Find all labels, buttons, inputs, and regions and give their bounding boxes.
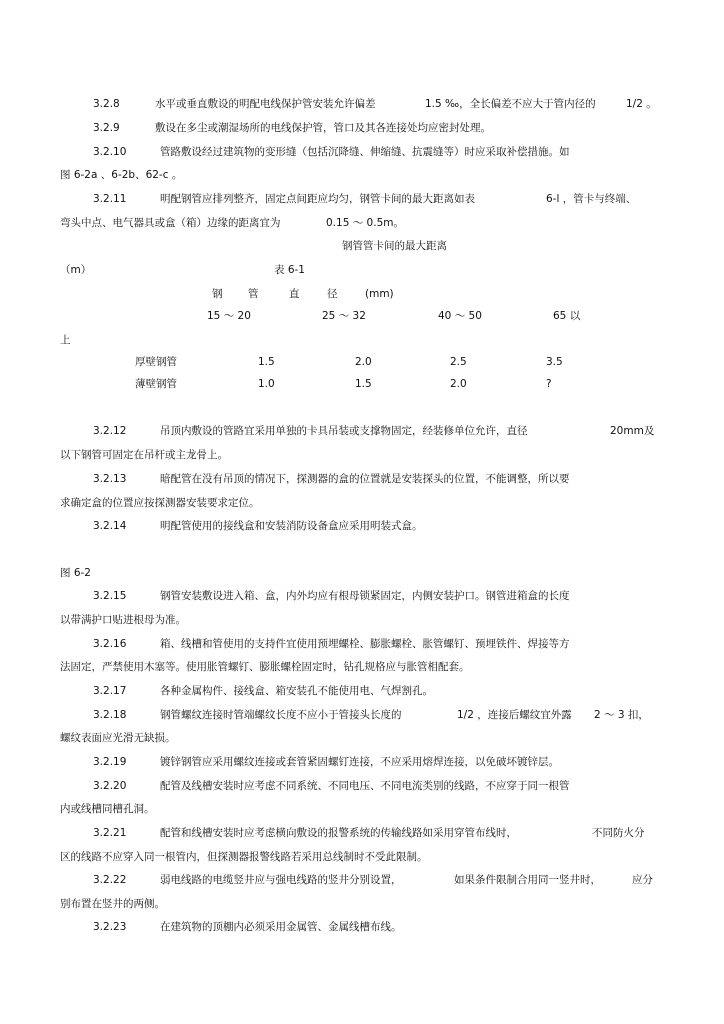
table-cell: 2.0: [450, 378, 467, 390]
clause-text: 钢管安装敷设进入箱、盒，内外均应有根母锁紧固定，内侧安装护口。钢管进箱盒的长度: [160, 590, 570, 602]
clause-text: 明配钢管应排列整齐，固定点间距应均匀，钢管卡间的最大距离如表: [160, 193, 475, 205]
clause-text: 以下钢管可固定在吊杆或主龙骨上。: [60, 449, 228, 461]
clause-text: 钢管螺纹连接时管端螺纹长度不应小于管接头长度的: [160, 709, 402, 721]
clause-number: 3.2.11: [93, 193, 127, 205]
clause-number: 3.2.13: [93, 473, 127, 485]
clause-text: 6-l ，管卡与终端、: [546, 193, 637, 205]
table-header-char: 管: [248, 288, 259, 300]
clause-number: 3.2.20: [93, 780, 127, 792]
clause-number: 3.2.16: [93, 638, 127, 650]
clause-text: 配管和线槽安装时应考虑横向敷设的报警系统的传输线路如采用穿管布线时，: [160, 827, 517, 839]
table-column-header: 40 ～ 50: [438, 310, 482, 322]
table-header-unit: (mm): [365, 288, 394, 300]
clause-text: 法固定，严禁使用木塞等。使用胀管螺钉、膨胀螺栓固定时，钻孔规格应与胀管相配套。: [60, 661, 470, 673]
table-label: 表 6-1: [274, 264, 305, 276]
clause-number: 3.2.23: [93, 921, 127, 933]
clause-text: 箱、线槽和管使用的支持件宜使用预埋螺栓、膨胀螺栓、胀管螺钉、预埋铁件、焊接等方: [160, 638, 570, 650]
clause-text: 1/2 ，连接后螺纹宜外露: [457, 709, 572, 721]
clause-text: 2 ～ 3 扣，: [594, 709, 649, 721]
clause-text: 20mm及: [610, 425, 655, 437]
clause-text: 吊顶内敷设的管路宜采用单独的卡具吊装或支撑物固定，经装修单位允许，直径: [160, 425, 528, 437]
clause-number: 3.2.22: [93, 874, 127, 886]
table-cell: 2.0: [355, 356, 372, 368]
table-column-header: 65 以: [553, 310, 581, 322]
clause-text: 求确定盒的位置应按探测器安装要求定位。: [60, 497, 260, 509]
clause-text: 管路敷设经过建筑物的变形缝（包括沉降缝、伸缩缝、抗震缝等）时应采取补偿措施。如: [160, 146, 570, 158]
table-header-char: 钢: [212, 288, 223, 300]
clause-text: 配管及线槽安装时应考虑不同系统、不同电压、不同电流类别的线路，不应穿于同一根管: [160, 780, 570, 792]
clause-text: 在建筑物的顶棚内必须采用金属管、金属线槽布线。: [160, 921, 402, 933]
table-column-header: 15 ～ 20: [207, 310, 251, 322]
clause-text: 以带满护口贴进根母为准。: [60, 614, 186, 626]
clause-text: 1.5 ‰，全长偏差不应大于管内径的: [425, 98, 596, 110]
clause-text: 螺纹表面应光滑无缺损。: [60, 732, 176, 744]
clause-text: 弱电线路的电缆竖井应与强电线路的竖井分别设置，: [160, 874, 402, 886]
clause-text: 弯头中点、电气器具或盒（箱）边缘的距离宜为: [60, 217, 281, 229]
clause-text: 别布置在竖井的两侧。: [60, 898, 165, 910]
clause-number: 3.2.19: [93, 756, 127, 768]
table-header-char: 径: [327, 288, 338, 300]
clause-text: 水平或垂直敷设的明配电线保护管安装允许偏差: [155, 98, 376, 110]
clause-text: 不同防火分: [592, 827, 645, 839]
table-cell: 1.5: [355, 378, 372, 390]
table-column-header: 25 ～ 32: [322, 310, 366, 322]
clause-text: 敷设在多尘或潮湿场所的电线保护管，管口及其各连接处均应密封处理。: [155, 122, 491, 134]
table-cell: 3.5: [546, 356, 563, 368]
clause-number: 3.2.12: [93, 425, 127, 437]
clause-text: 图 6-2a 、6-2b、62-c 。: [60, 169, 183, 181]
clause-number: 3.2.10: [93, 146, 127, 158]
clause-number: 3.2.14: [93, 520, 127, 532]
table-row-label: 薄壁钢管: [135, 378, 177, 390]
table-header-char: 直: [289, 288, 300, 300]
table-title: 钢管管卡间的最大距离: [342, 240, 447, 252]
clause-number: 3.2.17: [93, 685, 127, 697]
table-cell: 2.5: [450, 356, 467, 368]
clause-number: 3.2.15: [93, 590, 127, 602]
clause-text: 1/2 。: [626, 98, 657, 110]
clause-number: 3.2.21: [93, 827, 127, 839]
clause-text: 内或线槽同槽孔洞。: [60, 803, 155, 815]
clause-number: 3.2.9: [93, 122, 120, 134]
clause-number: 3.2.18: [93, 709, 127, 721]
table-cell: ?: [546, 378, 552, 390]
clause-text: 镀锌钢管应采用螺纹连接或套管紧固螺钉连接，不应采用熔焊连接，以免破坏镀锌层。: [160, 756, 559, 768]
table-cell: 1.5: [258, 356, 275, 368]
clause-text: 暗配管在没有吊顶的情况下，探测器的盒的位置就是安装探头的位置，不能调整，所以要: [160, 473, 570, 485]
table-unit: （m）: [60, 264, 92, 276]
table-column-header-wrap: 上: [60, 334, 71, 346]
clause-text: 明配管使用的接线盒和安装消防设备盒应采用明装式盒。: [160, 520, 423, 532]
clause-text: 0.15 ～ 0.5m。: [326, 217, 404, 229]
clause-number: 3.2.8: [93, 98, 120, 110]
clause-text: 如果条件限制合用同一竖井时，: [454, 874, 601, 886]
table-row-label: 厚壁钢管: [135, 356, 177, 368]
table-cell: 1.0: [258, 378, 275, 390]
figure-label: 图 6-2: [60, 567, 91, 579]
clause-text: 各种金属构件、接线盒、箱安装孔不能使用电、气焊割孔。: [160, 685, 433, 697]
clause-text: 区的线路不应穿入同一根管内，但探测器报警线路若采用总线制时不受此限制。: [60, 851, 428, 863]
clause-text: 应分: [632, 874, 653, 886]
